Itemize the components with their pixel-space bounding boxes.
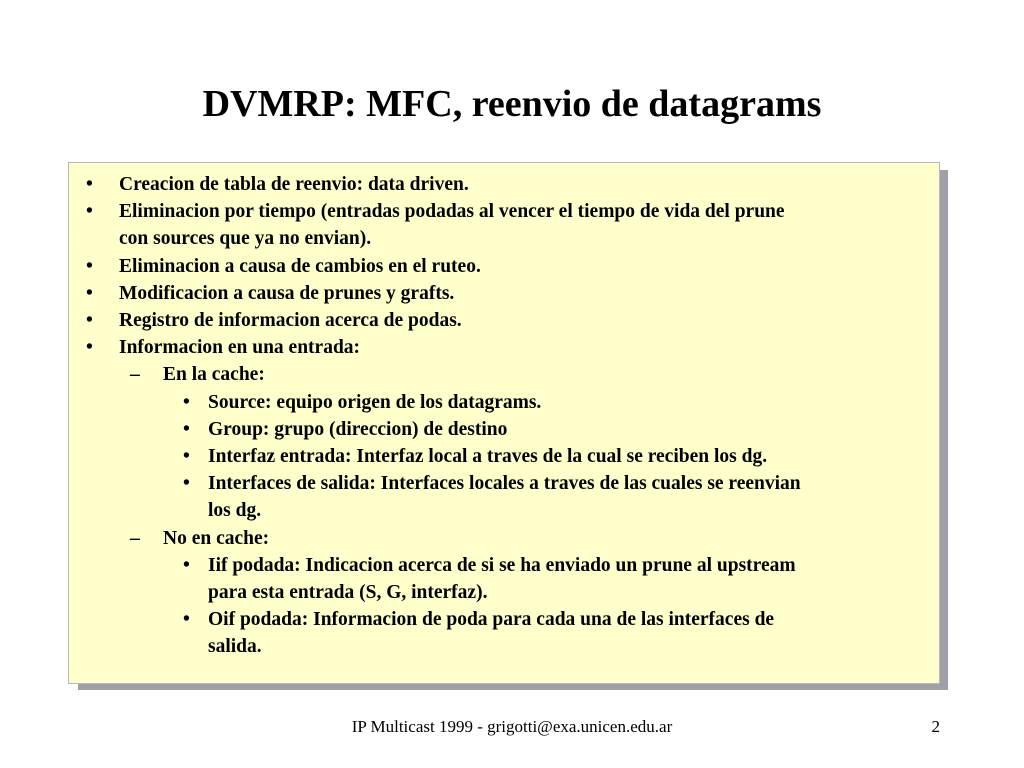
bullet-text: No en cache:: [163, 527, 270, 549]
bullet-marker: •: [183, 446, 190, 468]
bullet-item: [69, 253, 941, 280]
page-number: 2: [931, 717, 940, 736]
bullet-text: con sources que ya no envian).: [119, 228, 372, 250]
bullet-continuation: [69, 579, 941, 606]
bullet-item: [69, 198, 941, 225]
sub-sub-bullet-item: [69, 606, 941, 633]
bullet-marker: •: [86, 337, 93, 359]
bullet-marker: •: [86, 255, 93, 277]
bullet-item: [69, 280, 941, 307]
bullet-text: para esta entrada (S, G, interfaz).: [208, 582, 488, 604]
bullet-marker: •: [86, 282, 93, 304]
sub-sub-bullet-item: [69, 470, 941, 497]
bullet-continuation: [69, 497, 941, 524]
sub-sub-bullet-item: [69, 416, 941, 443]
bullet-text: Iif podada: Indicacion acerca de si se ha enviado un prune al upstream: [208, 554, 796, 576]
bullet-marker: •: [183, 418, 190, 440]
bullet-text: Eliminacion por tiempo (entradas podadas al vencer el tiempo de vida del prune: [119, 201, 785, 223]
bullet-text: En la cache:: [163, 364, 265, 386]
sub-sub-bullet-item: [69, 552, 941, 579]
bullet-text: Registro de informacion acerca de podas.: [119, 310, 462, 332]
bullet-marker: •: [183, 554, 190, 576]
bullet-continuation: [69, 225, 941, 252]
bullet-item: [69, 171, 941, 198]
sub-sub-bullet-item: [69, 389, 941, 416]
bullet-marker: •: [183, 473, 190, 495]
bullet-text: Source: equipo origen de los datagrams.: [208, 391, 542, 413]
bullet-item: [69, 307, 941, 334]
bullet-text: Group: grupo (direccion) de destino: [208, 418, 508, 440]
bullet-text: los dg.: [208, 500, 262, 522]
dash-marker: –: [130, 527, 140, 549]
dash-marker: –: [130, 364, 140, 386]
bullet-text: salida.: [208, 636, 262, 658]
bullet-text: Informacion en una entrada:: [119, 337, 361, 359]
bullet-text: Interfaz entrada: Interfaz local a traves de la cual se reciben los dg.: [208, 446, 768, 468]
bullet-marker: •: [86, 201, 93, 223]
sub-bullet-item: [69, 361, 941, 388]
bullet-text: Modificacion a causa de prunes y grafts.: [119, 282, 455, 304]
slide-title: DVMRP: MFC, reenvio de datagrams: [202, 83, 822, 125]
bullet-text: Oif podada: Informacion de poda para cada una de las interfaces de: [208, 609, 775, 631]
bullet-text: Interfaces de salida: Interfaces locales a traves de las cuales se reenvian: [208, 473, 801, 495]
sub-bullet-item: [69, 525, 941, 552]
bullet-text: Eliminacion a causa de cambios en el ruteo.: [119, 255, 481, 277]
bullet-list: [69, 171, 941, 661]
bullet-item: [69, 334, 941, 361]
bullet-marker: •: [183, 609, 190, 631]
bullet-continuation: [69, 633, 941, 660]
footer-text: IP Multicast 1999 - grigotti@exa.unicen.edu.ar: [351, 717, 673, 736]
content-box: [68, 162, 940, 684]
bullet-marker: •: [86, 174, 93, 195]
bullet-text: Creacion de tabla de reenvio: data driven.: [119, 174, 469, 195]
sub-sub-bullet-item: [69, 443, 941, 470]
bullet-marker: •: [86, 310, 93, 332]
bullet-marker: •: [183, 391, 190, 413]
